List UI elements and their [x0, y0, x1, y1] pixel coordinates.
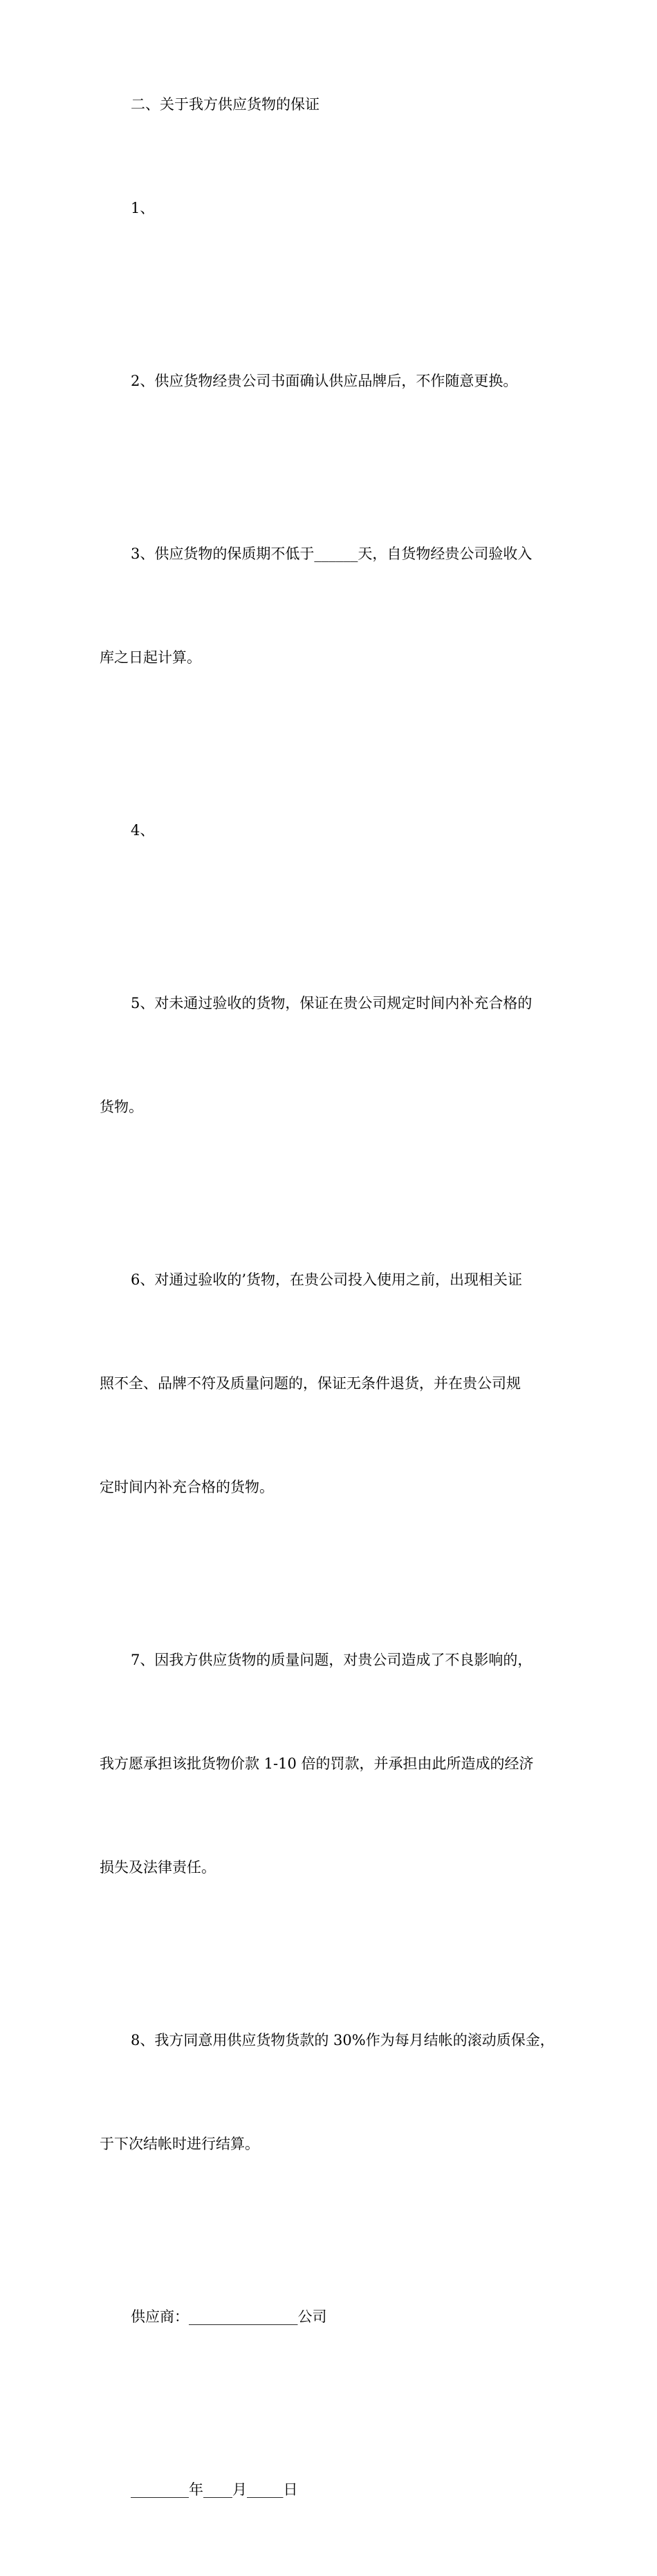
clause-4-line-1: 4、 — [131, 822, 155, 839]
date-line: ________年____月_____日 — [131, 2481, 298, 2498]
clause-2-line-1: 2、供应货物经贵公司书面确认供应品牌后，不作随意更换。 — [131, 373, 518, 389]
clause-4 — [100, 744, 559, 917]
clause-3-line-1: 3、供应货物的保质期不低于______天，自货物经贵公司验收入 — [131, 545, 533, 562]
clause-7 — [100, 1574, 559, 1954]
clause-3-line-2: 库之日起计算。 — [100, 649, 201, 666]
clause-5-line-1: 5、对未通过验收的货物，保证在贵公司规定时间内补充合格的 — [131, 995, 533, 1011]
supplier-line: 供应商：_______________公司 — [131, 2308, 327, 2325]
document-page — [100, 87, 559, 2576]
clause-6-line-2: 照不全、品牌不符及质量问题的，保证无条件退货，并在贵公司规 — [100, 1375, 521, 1392]
clause-5-line-2: 货物。 — [100, 1099, 143, 1115]
clause-8-line-1: 8、我方同意用供应货物货款的 30%作为每月结帐的滚动质保金， — [131, 2032, 555, 2048]
clause-6 — [100, 1193, 559, 1574]
section-heading: 二、关于我方供应货物的保证 — [131, 96, 320, 113]
clause-2 — [100, 295, 559, 467]
clause-7-line-3: 损失及法律责任。 — [100, 1859, 216, 1876]
clause-8 — [100, 1954, 559, 2230]
clause-6-line-1: 6、对通过验收的’货物，在贵公司投入使用之前，出现相关证 — [131, 1271, 523, 1288]
clause-7-line-2: 我方愿承担该批货物价款 1-10 倍的罚款，并承担由此所造成的经济 — [100, 1755, 534, 1772]
clause-3 — [100, 467, 559, 744]
clause-5 — [100, 917, 559, 1193]
clause-7-line-1: 7、因我方供应货物的质量问题，对贵公司造成了不良影响的， — [131, 1652, 533, 1668]
clause-8-line-2: 于下次结帐时进行结算。 — [100, 2136, 259, 2152]
clause-1 — [100, 122, 559, 295]
clause-1-line-1: 1、 — [131, 200, 155, 216]
date-signature — [100, 2403, 559, 2576]
supplier-signature — [100, 2230, 559, 2403]
clause-6-line-3: 定时间内补充合格的货物。 — [100, 1479, 274, 1495]
